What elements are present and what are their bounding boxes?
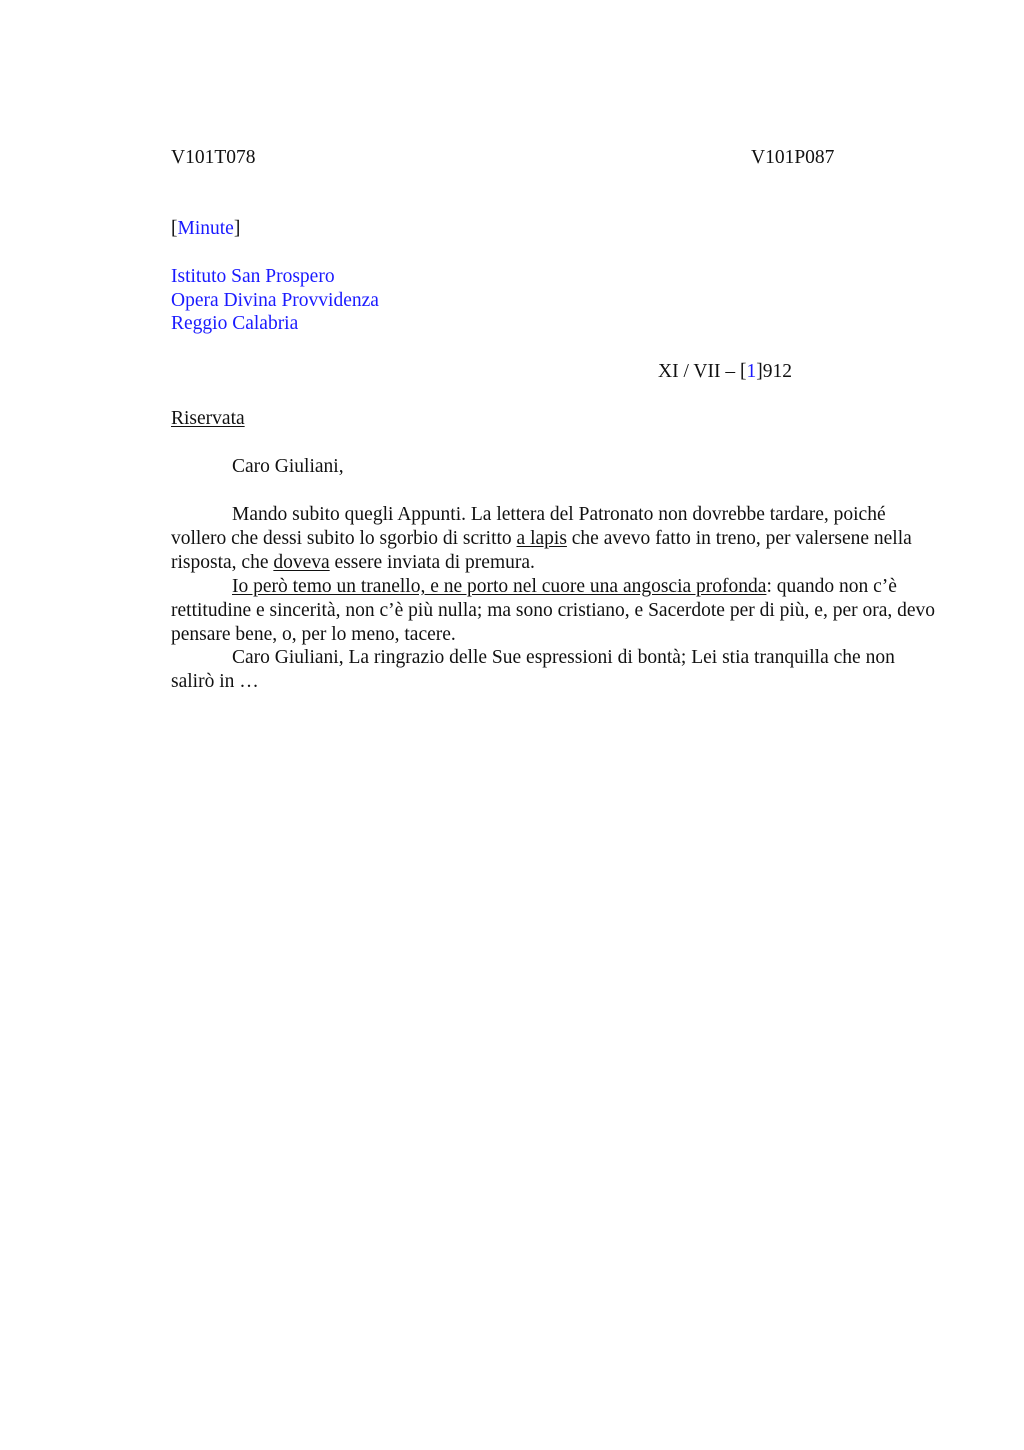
paragraph-2-text: : quando non c’è rettitudine e sincerità, non c’è più nulla; ma sono cristiano, e Sacerdote per di più, e, per ora, devo pensare bene, o, per lo meno, tacere.: [171, 576, 936, 645]
minute-label: [171, 217, 240, 241]
letter-paragraph-3: [171, 646, 936, 694]
date-prefix: XI / VII – [: [658, 361, 747, 382]
letter-paragraph-2: [171, 575, 936, 647]
minute-open-bracket: [: [171, 218, 178, 239]
date-editorial-insert: 1: [746, 361, 757, 382]
paragraph-1-underlined-b: doveva: [273, 552, 330, 573]
letterhead-line-2: Opera Divina Provvidenza: [171, 290, 379, 311]
paragraph-1-text-a: Mando subito quegli Appunti. La lettera del Patronato non dovrebbe tardare, poiché vollero che dessi subito lo sgorbio di scritto: [171, 504, 886, 549]
letter-date: [658, 360, 792, 384]
letter-paragraph-1: [171, 503, 936, 575]
paragraph-1-underlined-a: a lapis: [516, 528, 567, 549]
paragraph-1-text-c: essere inviata di premura.: [329, 552, 535, 573]
date-suffix: ]912: [756, 361, 792, 382]
paragraph-2-underlined: Io però temo un tranello, e ne porto nel cuore una angoscia profonda: [232, 576, 767, 597]
letterhead-line-1: Istituto San Prospero: [171, 266, 335, 287]
paragraph-3-text: Caro Giuliani, La ringrazio delle Sue espressioni di bontà; Lei stia tranquilla che non salirò in …: [171, 647, 895, 692]
minute-close-bracket: ]: [233, 218, 241, 239]
paragraph-1-text-b: che avevo fatto in treno, per valersene nella risposta, che: [171, 528, 912, 573]
salutation: Caro Giuliani,: [232, 456, 344, 477]
confidential-label: Riservata: [171, 408, 245, 429]
letterhead-line-3: Reggio Calabria: [171, 313, 299, 334]
document-code-right: V101P087: [751, 147, 835, 168]
minute-text: Minute: [177, 218, 234, 239]
document-code-left: V101T078: [171, 147, 256, 168]
